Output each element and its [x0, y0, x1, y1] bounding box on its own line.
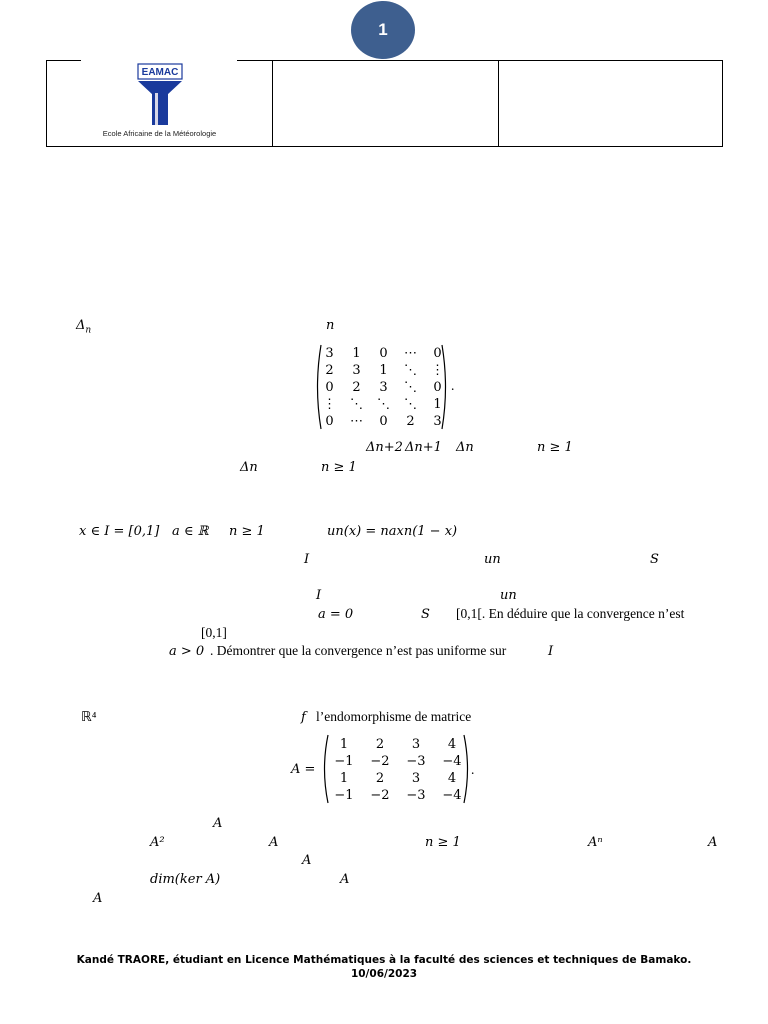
ex2-I3: I: [548, 644, 554, 659]
matrix-cell: 2: [406, 414, 415, 429]
ex2-param: a ∈ ℝ: [172, 524, 209, 539]
ex3-A3: A: [269, 835, 279, 850]
matrix-cell: 0: [433, 380, 442, 395]
matrix-cell: −4: [442, 788, 462, 803]
ex3-f: f: [301, 710, 306, 725]
ex3-A7: A: [93, 891, 103, 906]
ex2-cond: n ≥ 1: [229, 524, 265, 539]
matrix-cell: 1: [433, 397, 442, 412]
ex3-dimker: dim(ker A): [150, 872, 221, 887]
ex2-text2: . Démontrer que la convergence n’est pas uniforme sur: [210, 643, 507, 658]
matrix-cell: −2: [370, 788, 390, 803]
matrix-cell: ⋮: [323, 397, 336, 412]
ex2-a0: a = 0: [318, 607, 354, 622]
matrix-cell: 2: [352, 380, 361, 395]
matrix-cell: 2: [375, 771, 385, 786]
matrix-cell: 0: [433, 346, 442, 361]
ex1-delta: Δ: [76, 318, 86, 333]
ex3-A4: A: [708, 835, 718, 850]
matrix-cell: ⋮: [431, 363, 444, 378]
ex1-matrix-end: .: [451, 378, 455, 393]
ex2-S1: S: [650, 552, 659, 567]
matrix-cell: ⋯: [350, 414, 363, 429]
ex3-matrix-end: .: [471, 762, 475, 777]
matrix-cell: −3: [406, 788, 426, 803]
ex3-space: ℝ⁴: [81, 709, 97, 724]
matrix-cell: 0: [379, 346, 388, 361]
matrix-cell: ⋱: [350, 397, 363, 412]
footer-date: 10/06/2023: [350, 968, 418, 980]
ex2-interval: [0,1]: [201, 625, 227, 640]
ex1-delta-n2: Δn+2: [366, 440, 403, 455]
ex1-delta-n: $\Delta_n$: [76, 318, 92, 336]
matrix-cell: ⋯: [404, 346, 417, 361]
ex1-delta-n-rel: Δn: [456, 440, 474, 455]
ex3-cond: n ≥ 1: [425, 835, 461, 850]
ex1-right-paren: [440, 344, 450, 430]
matrix-cell: 1: [379, 363, 388, 378]
matrix-cell: −3: [406, 754, 426, 769]
matrix-cell: 3: [352, 363, 361, 378]
logo-text: EAMAC: [141, 67, 179, 78]
logo-caption: Ecole Africaine de la Météorologie: [102, 129, 217, 138]
matrix-cell: 1: [339, 771, 349, 786]
matrix-cell: 0: [325, 380, 334, 395]
matrix-cell: −4: [442, 754, 462, 769]
matrix-cell: 2: [375, 737, 385, 752]
ex1-cond1: n ≥ 1: [537, 440, 573, 455]
ex2-un2: un: [500, 588, 517, 603]
matrix-cell: −1: [334, 754, 354, 769]
ex2-S2: S: [421, 607, 430, 622]
matrix-cell: ⋱: [404, 380, 417, 395]
ex3-An: Aⁿ: [588, 835, 603, 850]
matrix-cell: 1: [352, 346, 361, 361]
ex3-A5: A: [302, 853, 312, 868]
matrix-cell: 4: [447, 771, 457, 786]
matrix-cell: 1: [339, 737, 349, 752]
matrix-cell: ⋱: [404, 397, 417, 412]
header-right-cell: [499, 61, 722, 146]
matrix-cell: 3: [411, 771, 421, 786]
matrix-cell: −1: [334, 788, 354, 803]
matrix-cell: ⋱: [404, 363, 417, 378]
ex1-n: n: [326, 318, 335, 333]
matrix-cell: ⋱: [377, 397, 390, 412]
ex2-text1: [0,1[. En déduire que la convergence n’est: [456, 606, 685, 621]
page-number-badge: [351, 1, 415, 59]
ex1-cond2: n ≥ 1: [321, 460, 357, 475]
ex3-matrix: [326, 736, 470, 804]
matrix-cell: 4: [447, 737, 457, 752]
eamac-logo-icon: [135, 63, 185, 127]
ex2-def: un(x) = naxn(1 − x): [327, 524, 458, 539]
ex1-delta-n-expr: Δn: [240, 460, 258, 475]
ex3-text: l’endomorphisme de matrice: [316, 709, 472, 724]
ex2-domain: x ∈ I = [0,1]: [79, 524, 160, 539]
footer: [0, 953, 768, 981]
ex3-A2: A²: [150, 835, 165, 850]
ex1-matrix: [316, 345, 451, 430]
matrix-cell: 0: [379, 414, 388, 429]
header-logo-cell: [47, 61, 273, 146]
matrix-cell: −2: [370, 754, 390, 769]
matrix-cell: 3: [379, 380, 388, 395]
footer-author: Kandé TRAORE, étudiant en Licence Mathématiques à la faculté des sciences et techniques de Bamako.: [76, 954, 692, 966]
ex1-delta-n1: Δn+1: [405, 440, 442, 455]
matrix-cell: 3: [325, 346, 334, 361]
header-table: [46, 60, 723, 147]
matrix-cell: 0: [325, 414, 334, 429]
ex2-I2: I: [316, 588, 322, 603]
page-number: 1: [378, 20, 388, 39]
ex3-A6: A: [340, 872, 350, 887]
header-middle-cell: [273, 61, 499, 146]
ex2-a-pos: a > 0: [169, 644, 205, 659]
matrix-cell: 3: [411, 737, 421, 752]
ex3-A1: A: [213, 816, 223, 831]
ex2-I1: I: [304, 552, 310, 567]
ex3-A-eq: A =: [291, 762, 316, 777]
matrix-cell: 3: [433, 414, 442, 429]
matrix-cell: 2: [325, 363, 334, 378]
ex2-un1: un: [484, 552, 501, 567]
